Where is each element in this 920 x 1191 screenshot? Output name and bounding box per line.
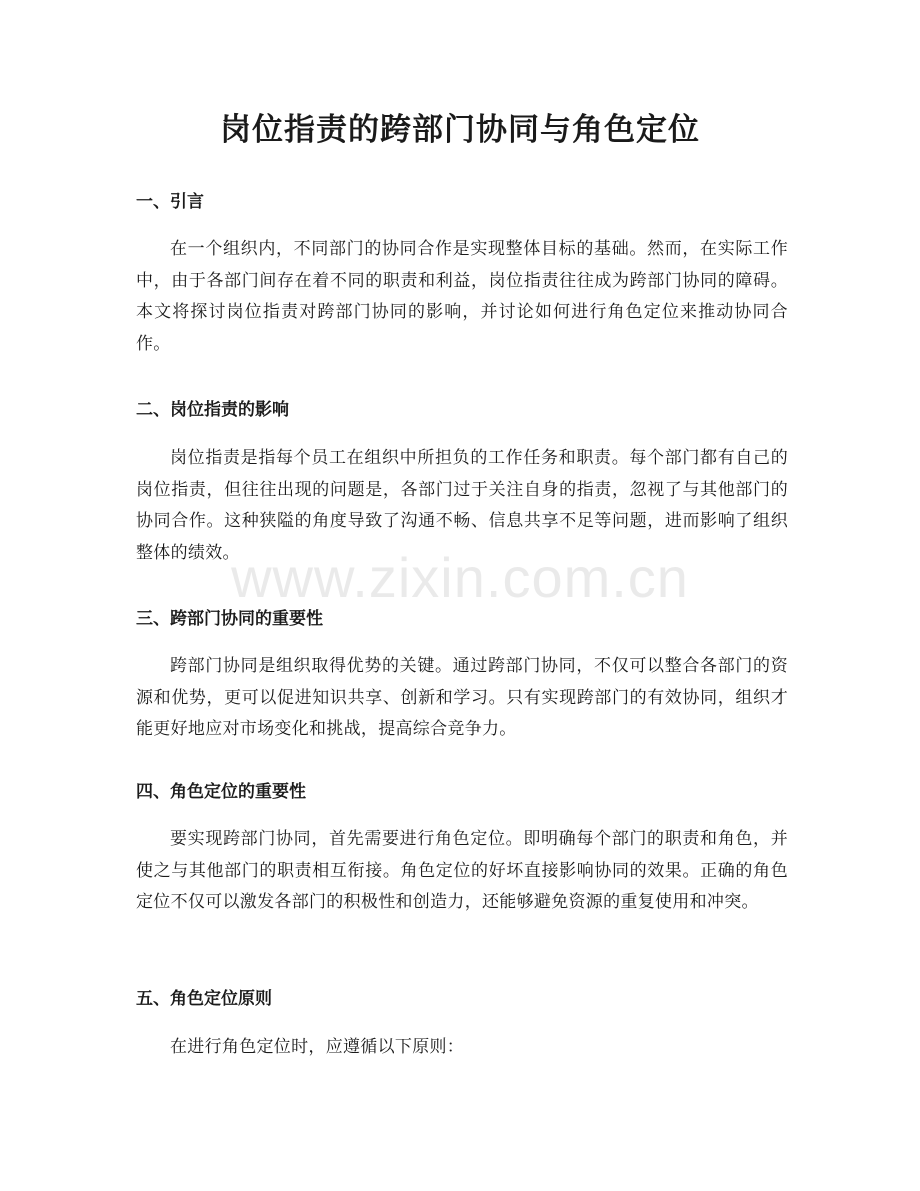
section-heading-duty-impact: 二、岗位指责的影响 <box>136 400 289 420</box>
section-heading-intro: 一、引言 <box>136 192 204 212</box>
section-paragraph-collaboration-importance: 跨部门协同是组织取得优势的关键。通过跨部门协同，不仅可以整合各部门的资源和优势，更可以促进知识共享、创新和学习。只有实现跨部门的有效协同，组织才能更好地应对市场变化和挑战，提高综合竞争力。 <box>136 656 788 740</box>
section-heading-role-importance: 四、角色定位的重要性 <box>136 782 306 802</box>
section-heading-role-principles: 五、角色定位原则 <box>136 989 272 1009</box>
section-paragraph-role-principles: 在进行角色定位时，应遵循以下原则： <box>170 1037 465 1057</box>
section-paragraph-role-importance: 要实现跨部门协同，首先需要进行角色定位。即明确每个部门的职责和角色，并使之与其他部门的职责相互衔接。角色定位的好坏直接影响协同的效果。正确的角色定位不仅可以激发各部门的积极性和创造力，还能够避免资源的重复使用和冲突。 <box>136 829 788 913</box>
section-paragraph-duty-impact: 岗位指责是指每个员工在组织中所担负的工作任务和职责。每个部门都有自己的岗位指责，但往往出现的问题是，各部门过于关注自身的指责，忽视了与其他部门的协同合作。这种狭隘的角度导致了沟通不畅、信息共享不足等问题，进而影响了组织整体的绩效。 <box>136 448 788 563</box>
watermark-text: www.zixin.com.cn <box>231 546 689 609</box>
document-title: 岗位指责的跨部门协同与角色定位 <box>220 112 700 148</box>
section-heading-collaboration-importance: 三、跨部门协同的重要性 <box>136 609 323 629</box>
section-paragraph-intro: 在一个组织内，不同部门的协同合作是实现整体目标的基础。然而，在实际工作中，由于各部门间存在着不同的职责和利益，岗位指责往往成为跨部门协同的障碍。本文将探讨岗位指责对跨部门协同的影响，并讨论如何进行角色定位来推动协同合作。 <box>136 239 788 354</box>
